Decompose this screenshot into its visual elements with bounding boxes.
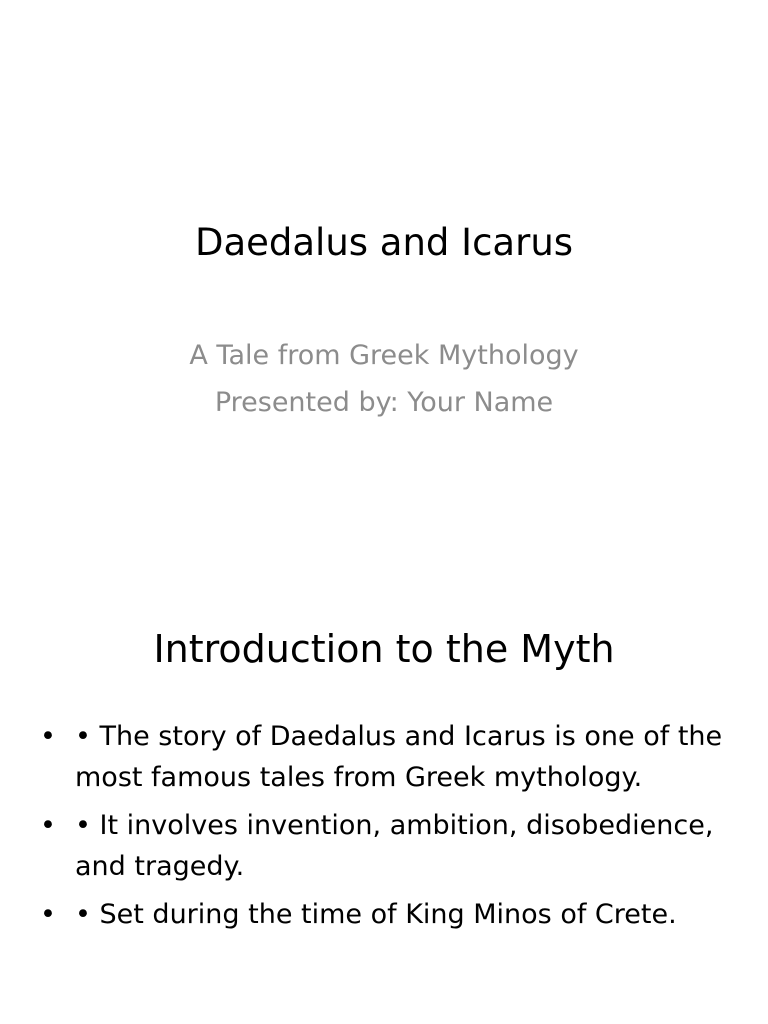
slide-introduction-heading: Introduction to the Myth (153, 627, 615, 671)
bullet-item (40, 805, 730, 887)
slide-title-heading: Daedalus and Icarus (194, 221, 574, 264)
subtitle-line-presenter: Presented by: Your Name (214, 387, 554, 418)
subtitle-line: A Tale from Greek Mythology (189, 340, 579, 371)
bullet-marker: • (40, 810, 56, 841)
bullet-text: • It involves invention, ambition, disobedience, and tragedy. (75, 810, 714, 882)
bullet-marker: • (40, 899, 56, 930)
bullet-item (40, 894, 730, 935)
slide-introduction (0, 512, 768, 1024)
bullet-text: • Set during the time of King Minos of Crete. (75, 899, 677, 930)
bullet-item (40, 716, 730, 798)
bullet-text: • The story of Daedalus and Icarus is one of the most famous tales from Greek mythology. (75, 721, 723, 793)
slide-subtitle (0, 332, 768, 426)
bullet-list (40, 716, 730, 942)
bullet-marker: • (40, 721, 56, 752)
